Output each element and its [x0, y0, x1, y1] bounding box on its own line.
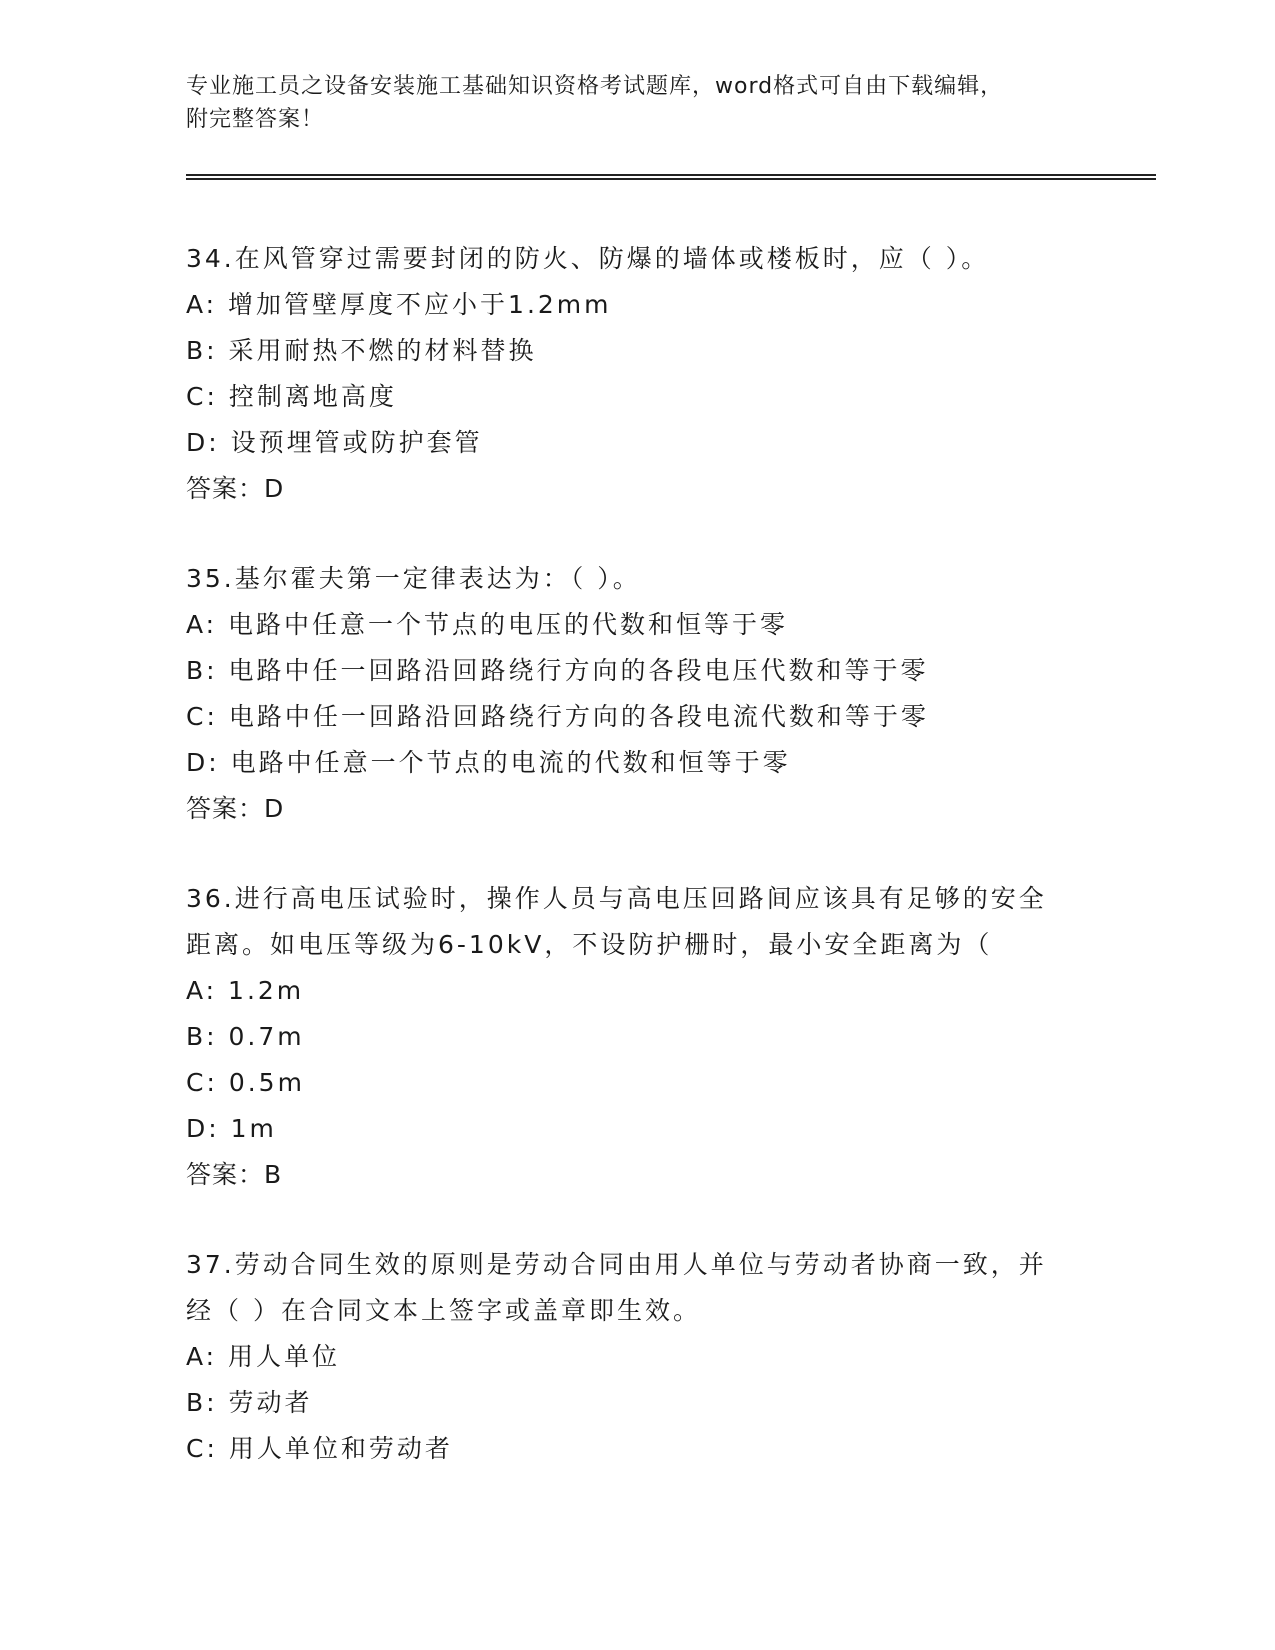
document-page: [186, 70, 1156, 1516]
header-line-1: 专业施工员之设备安装施工基础知识资格考试题库，word格式可自由下载编辑，: [186, 74, 1004, 99]
question-stem: 34.在风管穿过需要封闭的防火、防爆的墙体或楼板时，应（ ）。: [186, 244, 990, 273]
option-d: D: 电路中任意一个节点的电流的代数和恒等于零: [186, 748, 791, 777]
option-b: B: 劳动者: [186, 1388, 313, 1417]
option-d: D: 设预埋管或防护套管: [186, 428, 483, 457]
option-b: B: 0.7m: [186, 1022, 305, 1051]
header-line-2: 附完整答案！: [186, 107, 325, 132]
question-stem-line-1: 36.进行高电压试验时，操作人员与高电压回路间应该具有足够的安全: [186, 884, 1047, 913]
question-stem-line-1: 37.劳动合同生效的原则是劳动合同由用人单位与劳动者协商一致，并: [186, 1250, 1047, 1279]
answer-line: 答案：D: [186, 794, 285, 823]
option-a: A: 电路中任意一个节点的电压的代数和恒等于零: [186, 610, 789, 639]
option-b: B: 电路中任一回路沿回路绕行方向的各段电压代数和等于零: [186, 656, 929, 685]
option-a: A: 1.2m: [186, 976, 305, 1005]
question-35: [186, 556, 1156, 832]
question-stem: 35.基尔霍夫第一定律表达为：（ ）。: [186, 564, 641, 593]
option-d: D: 1m: [186, 1114, 277, 1143]
option-a: A: 增加管壁厚度不应小于1.2mm: [186, 290, 612, 319]
question-37: [186, 1242, 1156, 1472]
answer-line: 答案：B: [186, 1160, 283, 1189]
question-list: [186, 236, 1156, 1472]
option-c: C: 用人单位和劳动者: [186, 1434, 453, 1463]
answer-line: 答案：D: [186, 474, 285, 503]
question-stem-line-2: 经（ ）在合同文本上签字或盖章即生效。: [186, 1296, 701, 1325]
question-34: [186, 236, 1156, 512]
option-b: B: 采用耐热不燃的材料替换: [186, 336, 537, 365]
question-36: [186, 876, 1156, 1198]
option-c: C: 0.5m: [186, 1068, 305, 1097]
option-a: A: 用人单位: [186, 1342, 341, 1371]
question-stem-line-2: 距离。如电压等级为6-10kV，不设防护栅时，最小安全距离为（: [186, 930, 993, 959]
option-c: C: 控制离地高度: [186, 382, 397, 411]
header-double-rule: [186, 174, 1156, 180]
option-c: C: 电路中任一回路沿回路绕行方向的各段电流代数和等于零: [186, 702, 929, 731]
